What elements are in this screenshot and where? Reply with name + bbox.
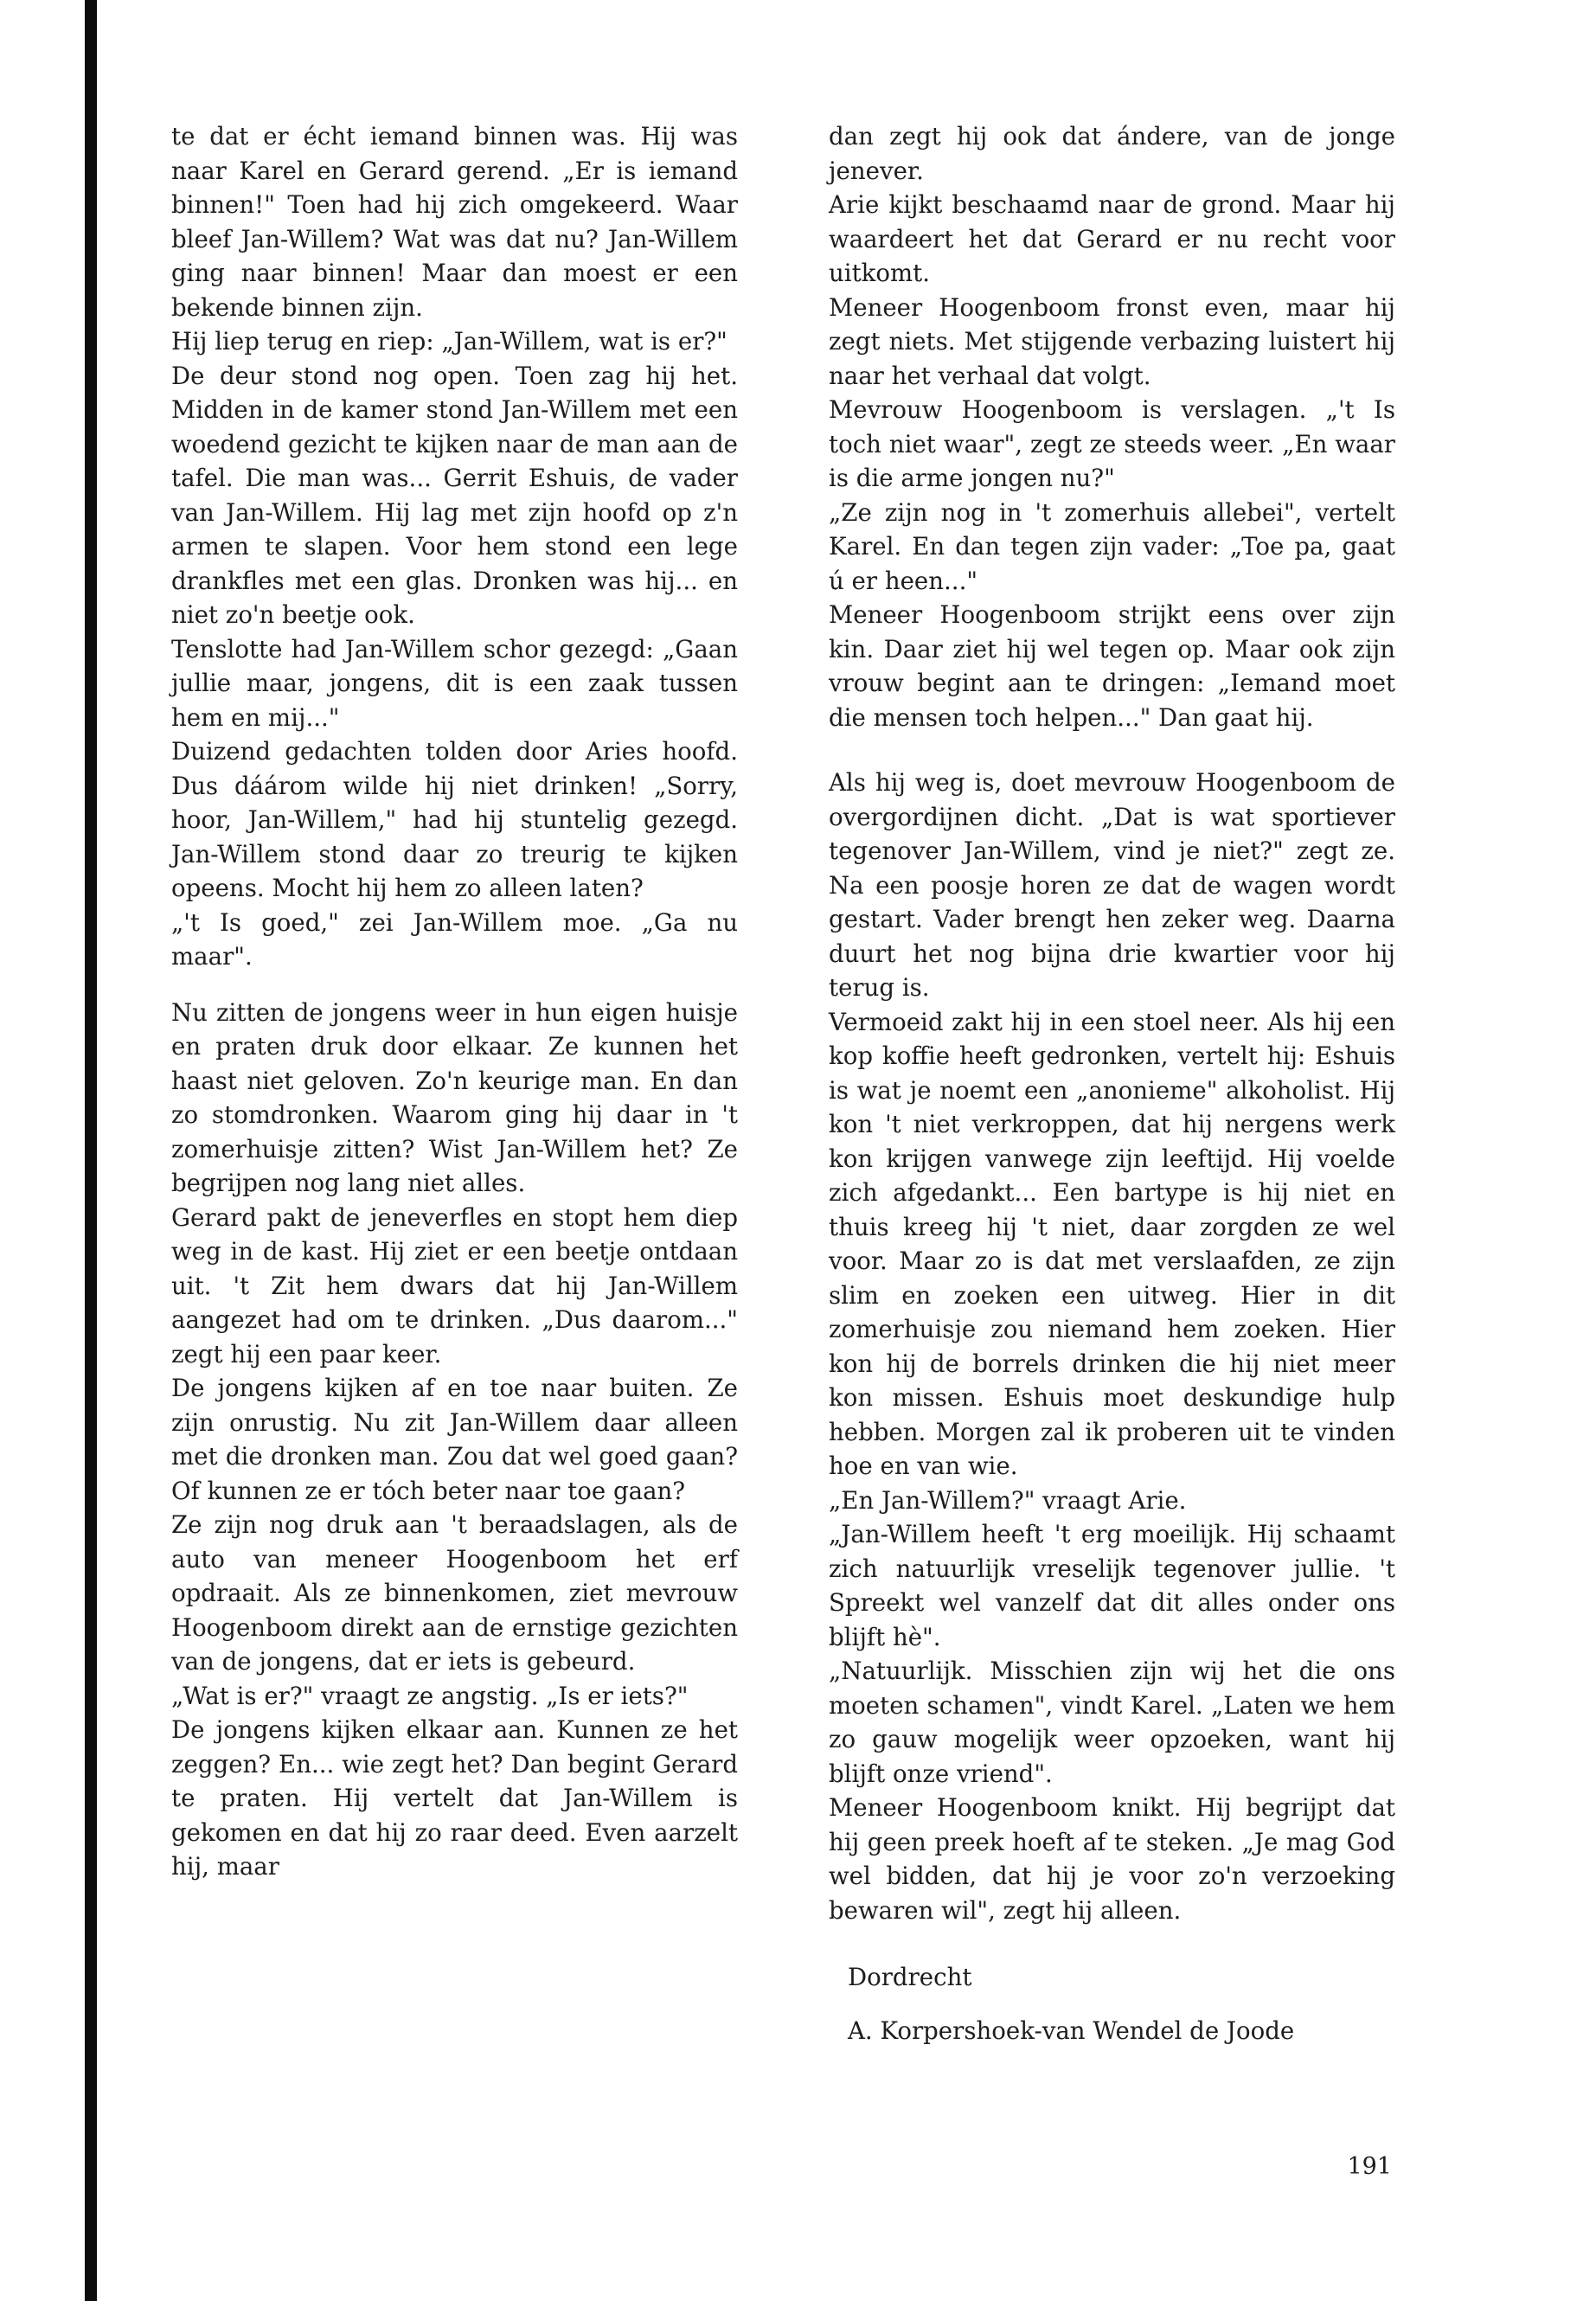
right-column [829, 119, 1395, 2048]
paragraph: Arie kijkt beschaamd naar de grond. Maar hij waardeert het dat Gerard er nu recht voor uitkomt. [829, 190, 1395, 287]
paragraph: Als hij weg is, doet mevrouw Hoogenboom de overgordijnen dicht. „Dat is wat sportiever tegenover Jan-Willem, vind je niet?" zegt ze. Na een poosje horen ze dat de wagen wordt gestart. Vader brengt hen zeker weg. Daarna duurt het nog bijna drie kwartier voor hij terug is. [829, 768, 1395, 1002]
signature-author: A. Korpershoek-van Wendel de Joode [848, 2016, 1295, 2045]
paragraph: De deur stond nog open. Toen zag hij het. Midden in de kamer stond Jan-Willem met een woedend gezicht te kijken naar de man aan de tafel. Die man was... Gerrit Eshuis, de vader van Jan-Willem. Hij lag met zijn hoofd op z'n armen te slapen. Voor hem stond een lege drankfles met een glas. Dronken was hij... en niet zo'n beetje ook. [171, 361, 738, 629]
scan-edge-bar [85, 0, 97, 2301]
paragraph: „'t Is goed," zei Jan-Willem moe. „Ga nu maar". [171, 907, 738, 971]
paragraph: „Wat is er?" vraagt ze angstig. „Is er iets?" [171, 1681, 689, 1710]
paragraph: Duizend gedachten tolden door Aries hoofd. Dus dáárom wilde hij niet drinken! „Sorry, hoor, Jan-Willem," had hij stuntelig gezegd. Jan-Willem stond daar zo treurig te kijken opeens. Mocht hij hem zo alleen laten? [171, 737, 738, 902]
paragraph: dan zegt hij ook dat ándere, van de jonge jenever. [829, 122, 1395, 185]
paragraph: De jongens kijken elkaar aan. Kunnen ze het zeggen? En... wie zegt het? Dan begint Gerard te praten. Hij vertelt dat Jan-Willem is gekomen en dat hij zo raar deed. Even aarzelt hij, maar [171, 1715, 738, 1881]
page-number: 191 [1347, 2153, 1392, 2180]
paragraph: „Natuurlijk. Misschien zijn wij het die ons moeten schamen", vindt Karel. „Laten we hem zo gauw mogelijk weer opzoeken, want hij blijft onze vriend". [829, 1657, 1395, 1788]
paragraph: te dat er écht iemand binnen was. Hij was naar Karel en Gerard gerend. „Er is iemand binnen!" Toen had hij zich omgekeerd. Waar bleef Jan-Willem? Wat was dat nu? Jan-Willem ging naar binnen! Maar dan moest er een bekende binnen zijn. [171, 122, 738, 322]
paragraph: Meneer Hoogenboom strijkt eens over zijn kin. Daar ziet hij wel tegen op. Maar ook zijn vrouw begint aan te dringen: „Iemand moet die mensen toch helpen..." Dan gaat hij. [829, 600, 1395, 732]
paragraph: De jongens kijken af en toe naar buiten. Ze zijn onrustig. Nu zit Jan-Willem daar alleen met die dronken man. Zou dat wel goed gaan? Of kunnen ze er tóch beter naar toe gaan? [171, 1374, 738, 1505]
paragraph: Tenslotte had Jan-Willem schor gezegd: „Gaan jullie maar, jongens, dit is een zaak tussen hem en mij..." [171, 634, 738, 732]
paragraph: Ze zijn nog druk aan 't beraadslagen, als de auto van meneer Hoogenboom het erf opdraait. Als ze binnenkomen, ziet mevrouw Hoogenboom direkt aan de ernstige gezichten van de jongens, dat er iets is gebeurd. [171, 1510, 738, 1676]
paragraph: Meneer Hoogenboom fronst even, maar hij zegt niets. Met stijgende verbazing luistert hij naar het verhaal dat volgt. [829, 292, 1395, 390]
paragraph: Vermoeid zakt hij in een stoel neer. Als hij een kop koffie heeft gedronken, vertelt hij: Eshuis is wat je noemt een „anonieme" alkoholist. Hij kon 't niet verkroppen, dat hij nergens werk kon krijgen vanwege zijn leeftijd. Hij voelde zich afgedankt... Een bartype is hij niet en thuis kreeg hij 't niet, daar zorgden ze wel voor. Maar zo is dat met verslaafden, ze zijn slim en zoeken een uitweg. Hier in dit zomerhuisje zou niemand hem zoeken. Hier kon hij de borrels drinken die hij niet meer kon missen. Eshuis moet deskundige hulp hebben. Morgen zal ik proberen uit te vinden hoe en van wie. [829, 1007, 1395, 1480]
paragraph: Mevrouw Hoogenboom is verslagen. „'t Is toch niet waar", zegt ze steeds weer. „En waar is die arme jongen nu?" [829, 395, 1395, 492]
paragraph: „En Jan-Willem?" vraagt Arie. [829, 1485, 1187, 1515]
signature-place: Dordrecht [848, 1963, 972, 1991]
paragraph: „Jan-Willem heeft 't erg moeilijk. Hij schaamt zich natuurlijk vreselijk tegenover jullie. 't Spreekt wel vanzelf dat dit alles onder ons blijft hè". [829, 1520, 1395, 1651]
paragraph: Meneer Hoogenboom knikt. Hij begrijpt dat hij geen preek hoeft af te steken. „Je mag God wel bidden, dat hij je voor zo'n verzoeking bewaren wil", zegt hij alleen. [829, 1793, 1395, 1925]
paragraph: Gerard pakt de jeneverfles en stopt hem diep weg in de kast. Hij ziet er een beetje ontdaan uit. 't Zit hem dwars dat hij Jan-Willem aangezet had om te drinken. „Dus daarom..." zegt hij een paar keer. [171, 1202, 738, 1368]
paragraph: Nu zitten de jongens weer in hun eigen huisje en praten druk door elkaar. Ze kunnen het haast niet geloven. Zo'n keurige man. En dan zo stomdronken. Waarom ging hij daar in 't zomerhuisje zitten? Wist Jan-Willem het? Ze begrijpen nog lang niet alles. [171, 997, 738, 1197]
paragraph: „Ze zijn nog in 't zomerhuis allebei", vertelt Karel. En dan tegen zijn vader: „Toe pa, gaat ú er heen..." [829, 497, 1395, 595]
left-column [171, 119, 738, 1884]
paragraph: Hij liep terug en riep: „Jan-Willem, wat is er?" [171, 327, 727, 356]
